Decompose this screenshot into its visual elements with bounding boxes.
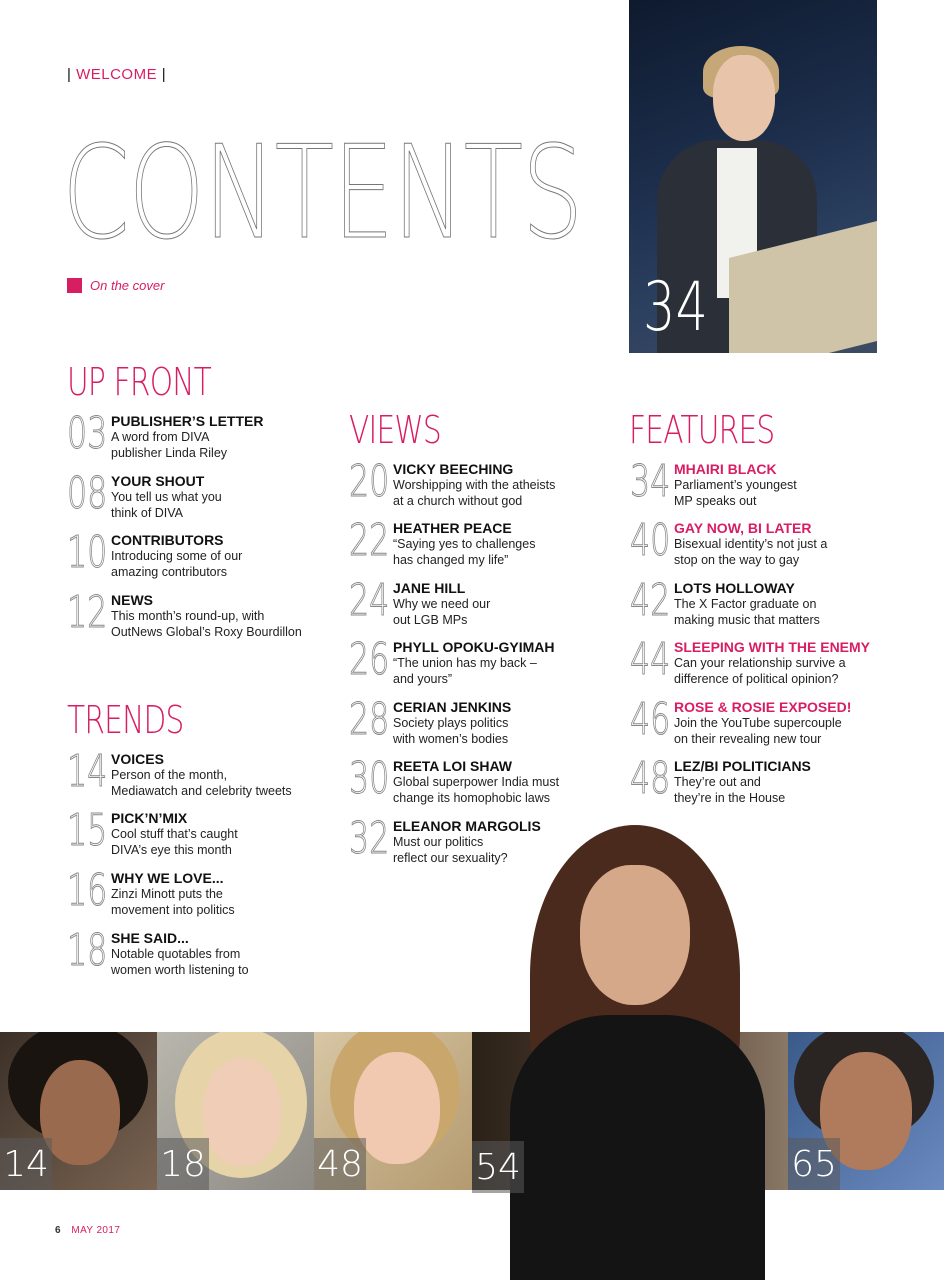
toc-page-number: 30 bbox=[349, 753, 390, 804]
toc-entry-news[interactable] bbox=[67, 587, 347, 650]
hero-photo[interactable] bbox=[629, 0, 877, 353]
toc-entry-title: PICK’N’MIX bbox=[111, 810, 188, 826]
toc-entry-title: YOUR SHOUT bbox=[111, 473, 205, 489]
toc-entry-rose-and-rosie-exposed[interactable] bbox=[630, 694, 900, 757]
toc-entry-desc: Must our politics reflect our sexuality? bbox=[393, 835, 508, 865]
toc-page-number: 20 bbox=[349, 456, 390, 507]
footer-issue-date: MAY 2017 bbox=[71, 1225, 121, 1236]
toc-entry-voices[interactable] bbox=[67, 746, 337, 809]
section-label: | WELCOME | bbox=[67, 66, 167, 83]
toc-entry-desc: Zinzi Minott puts the movement into politics bbox=[111, 887, 235, 917]
toc-entry-gay-now-bi-later[interactable] bbox=[630, 515, 900, 578]
photo-page-number: 14 bbox=[0, 1138, 52, 1190]
toc-entry-mhairi-black[interactable] bbox=[630, 456, 900, 519]
toc-page-number: 15 bbox=[67, 805, 108, 856]
toc-entry-heather-peace[interactable] bbox=[349, 515, 619, 578]
page-title: CONTENTS bbox=[62, 119, 582, 268]
toc-entry-title: ELEANOR MARGOLIS bbox=[393, 818, 541, 834]
toc-entry-title: WHY WE LOVE... bbox=[111, 870, 224, 886]
toc-entry-title: VICKY BEECHING bbox=[393, 461, 514, 477]
toc-entry-title: LEZ/BI POLITICIANS bbox=[674, 758, 811, 774]
toc-entry-title: PHYLL OPOKU-GYIMAH bbox=[393, 639, 555, 655]
toc-entry-phyll-opoku-gyimah[interactable] bbox=[349, 634, 619, 697]
toc-entry-title: ROSE & ROSIE EXPOSED! bbox=[674, 699, 852, 715]
toc-entry-title: LOTS HOLLOWAY bbox=[674, 580, 795, 596]
toc-entry-desc: “The union has my back – and yours” bbox=[393, 656, 537, 686]
toc-entry-publishers-letter[interactable] bbox=[67, 408, 337, 471]
toc-page-number: 16 bbox=[67, 865, 108, 916]
toc-entry-title: HEATHER PEACE bbox=[393, 520, 512, 536]
toc-page-number: 44 bbox=[630, 634, 671, 685]
toc-entry-cerian-jenkins[interactable] bbox=[349, 694, 619, 757]
hero-figure-face bbox=[713, 55, 775, 141]
toc-page-number: 12 bbox=[67, 587, 108, 638]
model-face bbox=[580, 865, 690, 1005]
toc-page-number: 14 bbox=[67, 746, 108, 797]
toc-entry-jane-hill[interactable] bbox=[349, 575, 619, 638]
toc-entry-desc: Join the YouTube supercouple on their revealing new tour bbox=[674, 716, 842, 746]
toc-page-number: 48 bbox=[630, 753, 671, 804]
toc-entry-title: REETA LOI SHAW bbox=[393, 758, 512, 774]
section-heading-trends: TRENDS bbox=[67, 698, 184, 742]
footer-page-number: 6 bbox=[55, 1225, 61, 1236]
toc-page-number: 24 bbox=[349, 575, 390, 626]
toc-entry-title: PUBLISHER’S LETTER bbox=[111, 413, 264, 429]
photo-face bbox=[203, 1058, 281, 1166]
photo-page-number: 65 bbox=[788, 1138, 840, 1190]
section-heading-features: FEATURES bbox=[629, 408, 775, 452]
toc-entry-title: CONTRIBUTORS bbox=[111, 532, 224, 548]
toc-page-number: 28 bbox=[349, 694, 390, 745]
toc-entry-sleeping-with-the-enemy[interactable] bbox=[630, 634, 930, 697]
toc-entry-desc: “Saying yes to challenges has changed my life” bbox=[393, 537, 536, 567]
toc-page-number: 03 bbox=[67, 408, 108, 459]
toc-page-number: 40 bbox=[630, 515, 671, 566]
toc-entry-title: JANE HILL bbox=[393, 580, 466, 596]
section-heading-up-front: UP FRONT bbox=[67, 360, 212, 404]
toc-entry-title: SHE SAID... bbox=[111, 930, 189, 946]
toc-entry-lots-holloway[interactable] bbox=[630, 575, 900, 638]
photo-page-number: 18 bbox=[157, 1138, 209, 1190]
toc-entry-desc: Person of the month, Mediawatch and celebrity tweets bbox=[111, 768, 292, 798]
photo-face bbox=[354, 1052, 440, 1164]
toc-page-number: 08 bbox=[67, 468, 108, 519]
toc-entry-contributors[interactable] bbox=[67, 527, 337, 590]
photo-page-number: 48 bbox=[314, 1138, 366, 1190]
toc-page-number: 42 bbox=[630, 575, 671, 626]
toc-entry-desc: Society plays politics with women’s bodies bbox=[393, 716, 509, 746]
toc-entry-desc: Bisexual identity’s not just a stop on the way to gay bbox=[674, 537, 828, 567]
toc-entry-desc: Introducing some of our amazing contributors bbox=[111, 549, 243, 579]
toc-page-number: 10 bbox=[67, 527, 108, 578]
section-label-text: WELCOME bbox=[76, 66, 158, 83]
cover-key-swatch bbox=[67, 278, 82, 293]
toc-entry-pick-n-mix[interactable] bbox=[67, 805, 337, 868]
toc-entry-she-said[interactable] bbox=[67, 925, 337, 988]
toc-entry-desc: Cool stuff that’s caught DIVA’s eye this month bbox=[111, 827, 238, 857]
toc-entry-title: GAY NOW, BI LATER bbox=[674, 520, 812, 536]
toc-entry-title: VOICES bbox=[111, 751, 164, 767]
photo-tile-18[interactable] bbox=[157, 1032, 314, 1190]
toc-entry-desc: The X Factor graduate on making music that matters bbox=[674, 597, 820, 627]
toc-entry-title: MHAIRI BLACK bbox=[674, 461, 777, 477]
toc-entry-title: NEWS bbox=[111, 592, 153, 608]
toc-entry-your-shout[interactable] bbox=[67, 468, 337, 531]
toc-entry-desc: Notable quotables from women worth listening to bbox=[111, 947, 249, 977]
hero-page-number: 34 bbox=[643, 268, 708, 347]
cover-key bbox=[67, 278, 164, 293]
toc-entry-desc: They’re out and they’re in the House bbox=[674, 775, 786, 805]
page-footer bbox=[55, 1225, 120, 1236]
toc-entry-desc: Can your relationship survive a difference of political opinion? bbox=[674, 656, 846, 686]
photo-tile-14[interactable] bbox=[0, 1032, 157, 1190]
toc-entry-desc: Parliament’s youngest MP speaks out bbox=[674, 478, 797, 508]
toc-entry-desc: Worshipping with the atheists at a church without god bbox=[393, 478, 556, 508]
toc-entry-lez-bi-politicians[interactable] bbox=[630, 753, 900, 816]
section-heading-views: VIEWS bbox=[349, 408, 441, 452]
photo-page-number: 54 bbox=[472, 1141, 524, 1193]
toc-page-number: 32 bbox=[349, 813, 390, 864]
toc-page-number: 34 bbox=[630, 456, 671, 507]
toc-entry-why-we-love[interactable] bbox=[67, 865, 337, 928]
toc-entry-title: CERIAN JENKINS bbox=[393, 699, 512, 715]
toc-page-number: 46 bbox=[630, 694, 671, 745]
photo-tile-48[interactable] bbox=[314, 1032, 472, 1190]
photo-tile-65[interactable] bbox=[788, 1032, 944, 1190]
toc-entry-title: SLEEPING WITH THE ENEMY bbox=[674, 639, 871, 655]
toc-entry-desc: Global superpower India must change its homophobic laws bbox=[393, 775, 560, 805]
photo-face bbox=[40, 1060, 120, 1165]
toc-entry-desc: A word from DIVA publisher Linda Riley bbox=[111, 430, 228, 460]
cover-key-label: On the cover bbox=[90, 278, 165, 293]
toc-entry-reeta-loi-shaw[interactable] bbox=[349, 753, 619, 816]
toc-page-number: 26 bbox=[349, 634, 390, 685]
toc-entry-vicky-beeching[interactable] bbox=[349, 456, 619, 519]
toc-page-number: 18 bbox=[67, 925, 108, 976]
model-top bbox=[510, 1015, 765, 1280]
cover-model-photo[interactable] bbox=[475, 825, 800, 1280]
toc-entry-desc: You tell us what you think of DIVA bbox=[111, 490, 222, 520]
toc-entry-desc: This month’s round-up, with OutNews Global’s Roxy Bourdillon bbox=[111, 609, 302, 639]
toc-page-number: 22 bbox=[349, 515, 390, 566]
toc-entry-desc: Why we need our out LGB MPs bbox=[393, 597, 491, 627]
